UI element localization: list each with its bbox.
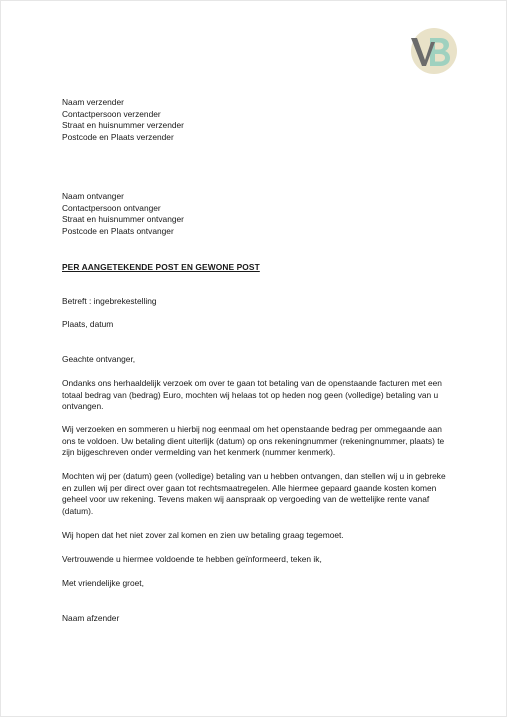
paragraph-1-block (62, 378, 462, 413)
subject-block (62, 296, 462, 308)
paragraph-4-block (62, 530, 462, 542)
signature-block (62, 613, 462, 625)
closing-block (62, 578, 462, 590)
letter-paragraph: Mochten wij per (datum) geen (volledige) betaling van u hebben ontvangen, dan stellen wij u in gebreke en zullen wij per direct over gaan tot rechtsmaatregelen. Alle hiermee gepaard gaande kosten komen geheel voor uw rekening. Tevens maken wij aanspraak op vergoeding van de wettelijke rente vanaf (datum). (62, 471, 446, 516)
place-date-block (62, 319, 462, 331)
recipient-postcode: Postcode en Plaats ontvanger (62, 225, 174, 236)
sender-postcode: Postcode en Plaats verzender (62, 131, 174, 142)
sender-address (62, 97, 462, 143)
letter-paragraph: Wij verzoeken en sommeren u hierbij nog eenmaal om het openstaande bedrag per ommegaande aan ons te voldoen. Uw betaling dient uiterlijk (datum) op ons rekeningnummer (rekeningnummer, plaats) te zijn bijgeschreven onder vermelding van het kenmerk (nummer kenmerk). (62, 424, 445, 457)
letter-heading-block (62, 262, 462, 274)
sender-name: Naam verzender (62, 97, 124, 107)
salutation-block (62, 354, 462, 366)
letter-closing: Met vriendelijke groet, (62, 578, 144, 588)
letter-heading: PER AANGETEKENDE POST EN GEWONE POST (62, 262, 260, 272)
letter-place-date: Plaats, datum (62, 319, 114, 329)
recipient-contact: Contactpersoon ontvanger (62, 202, 161, 213)
letter-paragraph: Ondanks ons herhaaldelijk verzoek om over te gaan tot betaling van de openstaande facturen met een totaal bedrag van (bedrag) Euro, mochten wij helaas tot op heden nog geen (volledige) betaling van u ontvangen. (62, 378, 442, 411)
sender-contact: Contactpersoon verzender (62, 108, 161, 119)
letter-signature: Naam afzender (62, 613, 120, 623)
paragraph-3-block (62, 471, 462, 517)
vb-logo-icon (408, 26, 458, 76)
recipient-address (62, 191, 462, 237)
recipient-street: Straat en huisnummer ontvanger (62, 214, 184, 224)
recipient-name: Naam ontvanger (62, 191, 124, 201)
letter-salutation: Geachte ontvanger, (62, 354, 136, 364)
letter-subject: Betreft : ingebrekestelling (62, 296, 157, 306)
letter-paragraph: Vertrouwende u hiermee voldoende te hebben geïnformeerd, teken ik, (62, 554, 322, 564)
letter-paragraph: Wij hopen dat het niet zover zal komen en zien uw betaling graag tegemoet. (62, 530, 344, 540)
paragraph-5-block (62, 554, 462, 566)
paragraph-2-block (62, 424, 462, 459)
sender-street: Straat en huisnummer verzender (62, 120, 184, 130)
